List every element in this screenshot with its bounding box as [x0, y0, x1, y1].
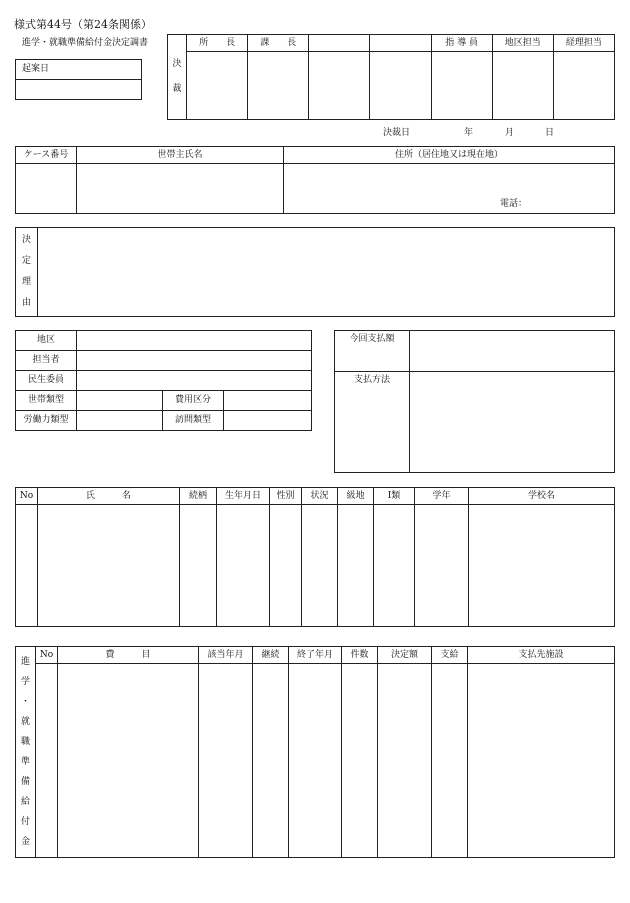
benefit-cell[interactable]	[199, 664, 253, 858]
benefit-cell[interactable]	[468, 664, 615, 858]
labor-type-label: 労働力類型	[16, 411, 77, 431]
payment-table	[334, 330, 615, 473]
approval-stamp-cell[interactable]	[370, 52, 431, 120]
householder-value[interactable]	[77, 164, 284, 214]
approval-stamp-cell[interactable]	[553, 52, 614, 120]
staff-value[interactable]	[77, 351, 312, 371]
form-number: 様式第44号（第24条関係）	[14, 18, 152, 31]
approval-stamp-cell[interactable]	[431, 52, 492, 120]
members-header-relation: 続柄	[180, 488, 217, 505]
approval-table	[167, 34, 615, 120]
district-label: 地区	[16, 331, 77, 351]
approval-stamp-cell[interactable]	[187, 52, 248, 120]
benefit-cell[interactable]	[289, 664, 342, 858]
expense-class-value[interactable]	[224, 391, 312, 411]
household-type-label: 世帯類型	[16, 391, 77, 411]
approval-stamp-cell[interactable]	[309, 52, 370, 120]
members-cell[interactable]	[469, 505, 615, 627]
members-header-grade-area: 級地	[338, 488, 374, 505]
members-header-school-name: 学校名	[469, 488, 615, 505]
benefit-header-payee-facility: 支払先施設	[468, 647, 615, 664]
case-table	[15, 146, 615, 214]
members-cell[interactable]	[374, 505, 415, 627]
members-cell[interactable]	[270, 505, 302, 627]
visit-type-label: 訪問類型	[163, 411, 224, 431]
approval-stamp-cell[interactable]	[492, 52, 553, 120]
approval-date-day: 日	[545, 128, 555, 138]
district-value[interactable]	[77, 331, 312, 351]
approval-col-blank-2	[370, 35, 431, 52]
members-header-status: 状況	[302, 488, 338, 505]
approval-col-director: 所 長	[187, 35, 248, 52]
benefit-header-no: No	[36, 647, 58, 664]
welfare-commissioner-label: 民生委員	[16, 371, 77, 391]
benefit-cell[interactable]	[432, 664, 468, 858]
members-header-birthdate: 生年月日	[217, 488, 270, 505]
members-cell[interactable]	[338, 505, 374, 627]
benefit-cell[interactable]	[36, 664, 58, 858]
members-cell[interactable]	[16, 505, 38, 627]
members-header-class-1: Ⅰ類	[374, 488, 415, 505]
members-cell[interactable]	[38, 505, 180, 627]
members-cell[interactable]	[180, 505, 217, 627]
case-number-header: ケース番号	[16, 147, 77, 164]
form-title: 進学・就職準備給付金決定調書	[22, 38, 149, 48]
benefit-cell[interactable]	[342, 664, 378, 858]
benefit-cell[interactable]	[378, 664, 432, 858]
visit-type-value[interactable]	[224, 411, 312, 431]
members-header-gender: 性別	[270, 488, 302, 505]
payment-method-value[interactable]	[410, 372, 615, 473]
benefit-side-label: 進 学 ・ 就 職 準 備 給 付 金	[16, 647, 36, 858]
members-cell[interactable]	[302, 505, 338, 627]
benefit-header-decided-amount: 決定額	[378, 647, 432, 664]
approval-col-district: 地区担当	[492, 35, 553, 52]
phone-label: 電話：	[500, 199, 528, 209]
address-value[interactable]	[284, 164, 615, 214]
members-header-no: No	[16, 488, 38, 505]
staff-label: 担当者	[16, 351, 77, 371]
approval-date-label: 決裁日	[383, 128, 411, 138]
approval-stamp-cell[interactable]	[248, 52, 309, 120]
approval-col-blank-1	[309, 35, 370, 52]
members-table	[15, 487, 615, 627]
payment-amount-value[interactable]	[410, 331, 615, 372]
payment-method-label: 支払方法	[335, 372, 410, 473]
approval-col-section-chief: 課 長	[248, 35, 309, 52]
reason-table	[15, 227, 615, 317]
members-cell[interactable]	[415, 505, 469, 627]
approval-col-instructor: 指 導 員	[431, 35, 492, 52]
approval-row-label: 決 裁	[168, 35, 187, 120]
reason-label: 決 定 理 由	[16, 228, 38, 317]
address-header: 住所（居住地又は現在地）	[284, 147, 615, 164]
benefit-table	[15, 646, 615, 858]
labor-type-value[interactable]	[77, 411, 163, 431]
members-header-school-year: 学年	[415, 488, 469, 505]
approval-date-month: 月	[505, 128, 515, 138]
benefit-header-continuation: 継続	[253, 647, 289, 664]
benefit-header-end-month: 終了年月	[289, 647, 342, 664]
draft-date-label: 起案日	[16, 60, 142, 80]
payment-amount-label: 今回支払額	[335, 331, 410, 372]
welfare-commissioner-value[interactable]	[77, 371, 312, 391]
members-cell[interactable]	[217, 505, 270, 627]
benefit-header-applicable-month: 該当年月	[199, 647, 253, 664]
approval-col-accounting: 経理担当	[553, 35, 614, 52]
draft-date-value[interactable]	[16, 80, 142, 100]
expense-class-label: 費用区分	[163, 391, 224, 411]
benefit-header-payment: 支給	[432, 647, 468, 664]
case-number-value[interactable]	[16, 164, 77, 214]
info-table	[15, 330, 312, 431]
benefit-cell[interactable]	[58, 664, 199, 858]
approval-date-year: 年	[464, 128, 474, 138]
members-header-name: 氏 名	[38, 488, 180, 505]
reason-value[interactable]	[38, 228, 615, 317]
benefit-header-item: 費 目	[58, 647, 199, 664]
household-type-value[interactable]	[77, 391, 163, 411]
benefit-header-count: 件数	[342, 647, 378, 664]
benefit-cell[interactable]	[253, 664, 289, 858]
draft-date-box	[15, 59, 142, 100]
householder-header: 世帯主氏名	[77, 147, 284, 164]
